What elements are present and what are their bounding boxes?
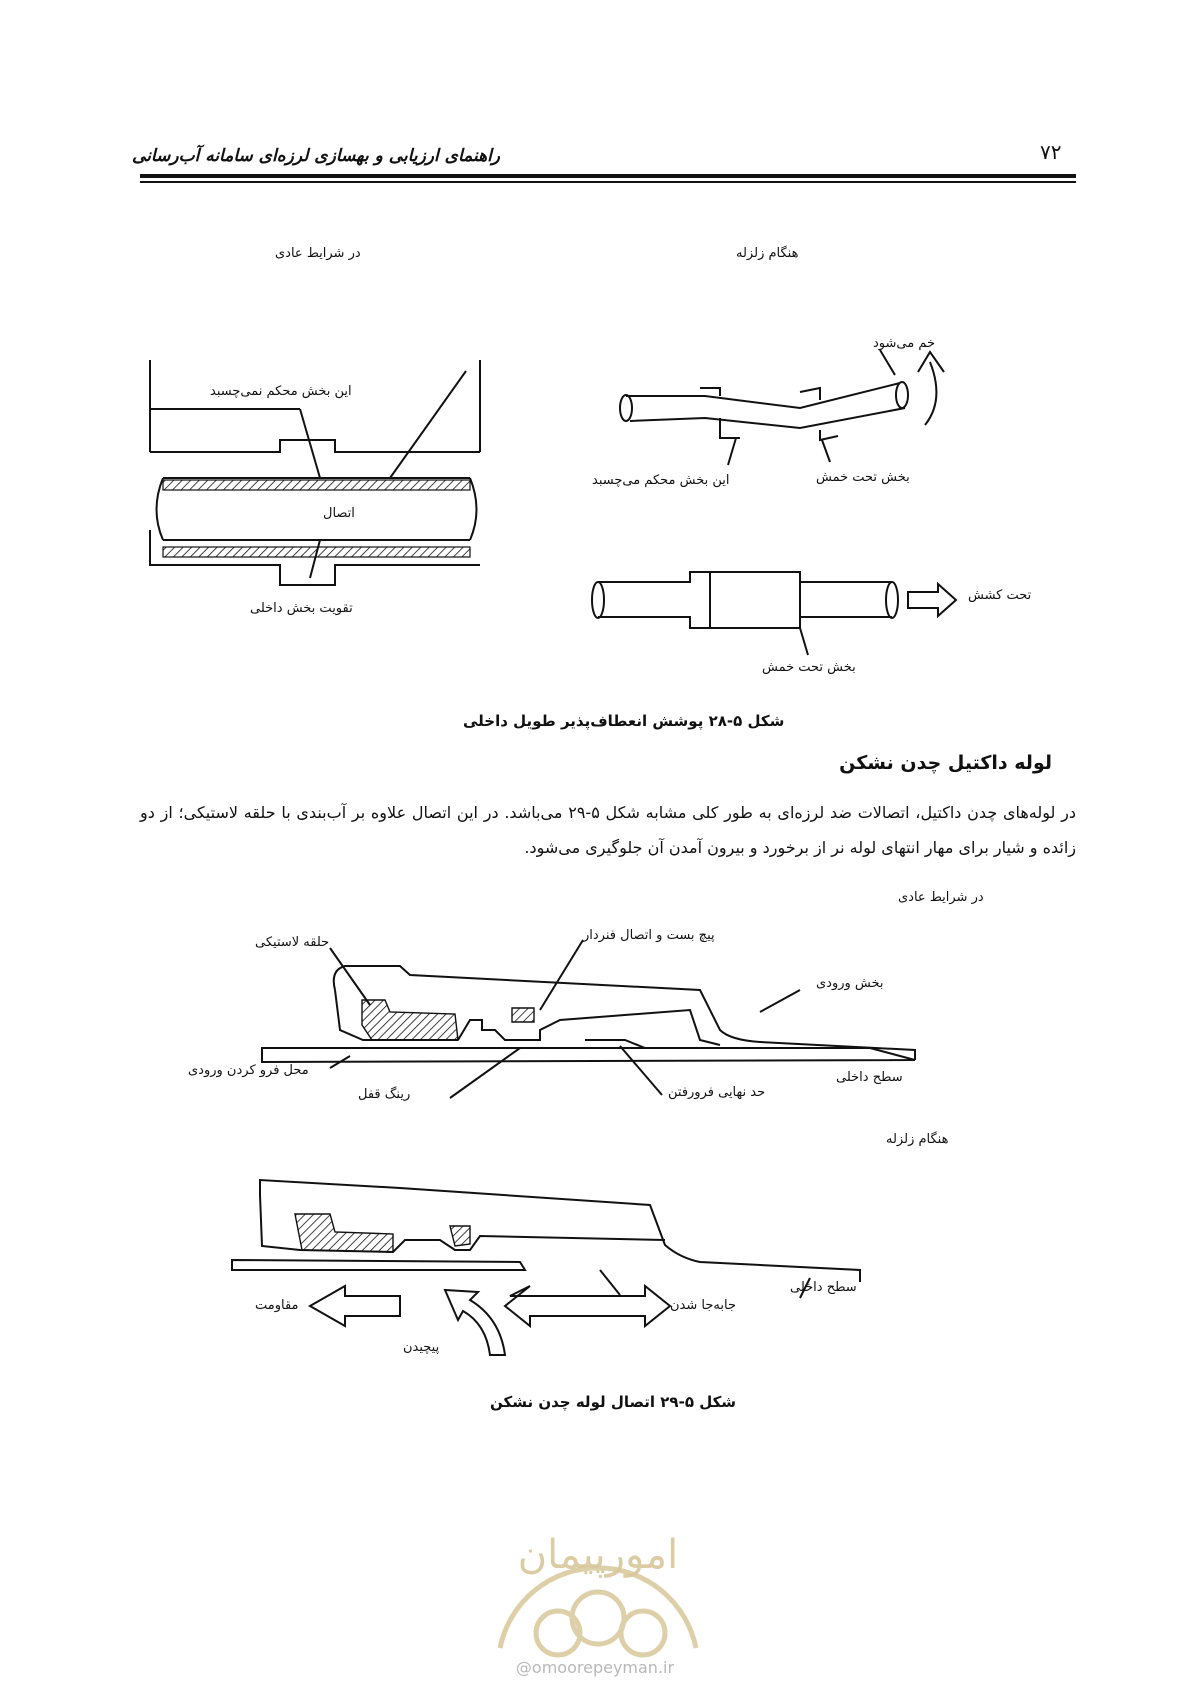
fig29-label-inlet: بخش ورودی — [816, 976, 884, 991]
fig29-label-twist: پیچیدن — [403, 1340, 440, 1355]
fig29-quake-title: هنگام زلزله — [886, 1132, 949, 1147]
fig28-caption: شکل ۵-۲۸ پوشش انعطاف‌پذیر طویل داخلی — [463, 712, 785, 730]
running-title: راهنمای ارزیابی و بهسازی لرزه‌ای سامانه آب‌رسانی — [132, 146, 500, 166]
fig29-normal-title: در شرایط عادی — [898, 890, 984, 905]
fig29-label-rubber-ring: حلقه لاستیکی — [255, 935, 330, 950]
fig28-label-reinforce: تقویت بخش داخلی — [250, 601, 353, 616]
fig28-label-bonded: این بخش محکم می‌چسبد — [592, 473, 730, 488]
fig29-label-inner-surface: سطح داخلی — [836, 1070, 903, 1085]
fig29-label-resistance: مقاومت — [255, 1298, 299, 1313]
fig28-label-not-bonded: این بخش محکم نمی‌چسبد — [210, 384, 352, 399]
watermark-text: امورپیمان — [517, 1532, 679, 1578]
section-paragraph: در لوله‌های چدن داکتیل، اتصالات ضد لرزه‌ای به طور کلی مشابه شکل ۵-۲۹ می‌باشد. در این اتصال علاوه بر آب‌بندی با حلقه لاستیکی؛ از دو زائده و شیار برای مهار انتهای لوله نر از برخورد و بیرون آمدن آن جلوگیری می‌شود. — [140, 803, 1076, 857]
fig29-label-insert-place: محل فرو کردن ورودی — [188, 1063, 309, 1078]
fig28-label-bending-part-2: بخش تحت خمش — [762, 660, 856, 675]
fig28-label-tension: تحت کشش — [968, 588, 1032, 603]
fig28-label-bends: خم می‌شود — [873, 336, 936, 351]
fig28-label-bending-part: بخش تحت خمش — [816, 470, 910, 485]
fig29-label-insert-limit: حد نهایی فرورفتن — [668, 1085, 766, 1100]
fig28-quake-title: هنگام زلزله — [736, 246, 799, 261]
fig29-label-inner-surface-2: سطح داخلی — [790, 1280, 857, 1295]
fig29-caption: شکل ۵-۲۹ اتصال لوله چدن نشکن — [490, 1393, 737, 1411]
page-number: ۷۲ — [1040, 140, 1062, 164]
watermark-seal — [488, 1498, 708, 1648]
fig28-label-joint: اتصال — [323, 506, 355, 521]
fig29-label-lock-ring: رینگ قفل — [358, 1087, 411, 1102]
watermark-url: @omoorepeyman.ir — [515, 1658, 675, 1677]
section-heading: لوله داکتیل چدن نشکن — [839, 752, 1052, 774]
fig29-label-displacement: جابه‌جا شدن — [670, 1298, 736, 1313]
fig29-label-bolt: پیچ بست و اتصال فنردار — [583, 928, 715, 943]
fig28-normal-title: در شرایط عادی — [275, 246, 361, 261]
